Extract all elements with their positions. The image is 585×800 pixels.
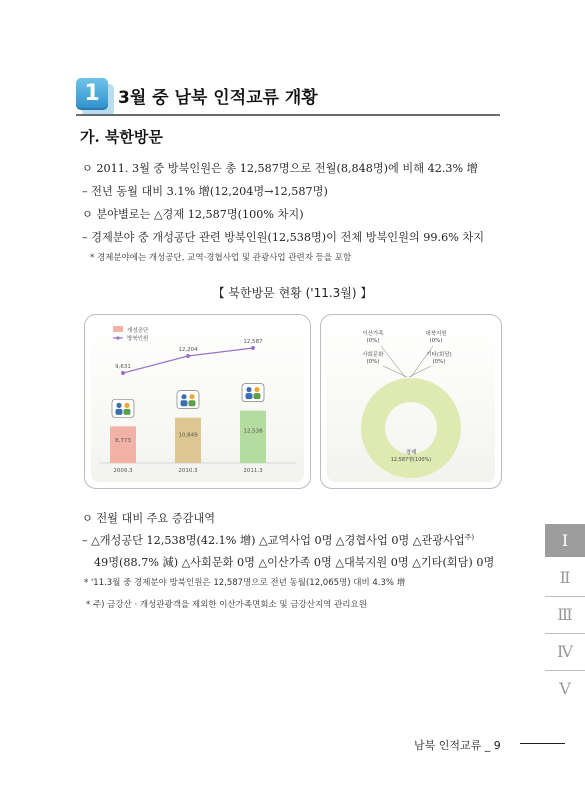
x-tick-label: 2010.3 — [178, 468, 198, 474]
donut-label: 기타(회담) — [426, 352, 452, 358]
bullet-line-4: – 경제분야 중 개성공단 관련 방북인원(12,538명)이 전체 방북인원의 99.6% 차지 — [82, 231, 485, 244]
note-economy: * 경제분야에는 개성공단, 교역·경협사업 및 관광사업 관련자 등을 포함 — [90, 253, 352, 263]
note-economy-yoy: * '11.3월 중 경제분야 방북인원은 12,587명으로 전년 동월(12,065명) 대비 4.3% 增 — [84, 578, 406, 588]
section2-line-2: 49명(88.7% 減) △사회문화 0명 △이산가족 0명 △대북지원 0명 △기타(회담) 0명 — [94, 556, 495, 569]
section-title: 3월 중 남북 인적교류 개황 — [118, 88, 318, 108]
people-icon-head — [181, 394, 186, 399]
people-icon-body — [181, 400, 188, 406]
subsection-title: 가. 북한방문 — [80, 128, 163, 146]
line-value-label: 12,204 — [178, 347, 198, 353]
donut-label: 사회문화 — [362, 352, 384, 358]
footer-rule — [520, 743, 565, 744]
line-point — [121, 371, 125, 375]
donut-sublabel: (0%) — [429, 338, 443, 344]
legend-label-line: 방북인원 — [127, 336, 149, 342]
page-footer: 남북 인적교류 _ 9 — [414, 739, 501, 752]
sidebar-tab-1[interactable]: Ⅰ — [545, 524, 585, 557]
line-value-label: 12,587 — [243, 339, 263, 345]
note-footnote: * 주) 금강산 · 개성관광객을 제외한 이산가족면회소 및 금강산지역 관리요원 — [86, 600, 367, 610]
people-icon-head — [254, 387, 259, 392]
people-icon-body — [124, 409, 131, 415]
section2-heading: ㅇ 전월 대비 주요 증감내역 — [82, 512, 216, 525]
bar-value-label: 10,849 — [178, 432, 198, 439]
x-tick-label: 2011.3 — [243, 468, 263, 474]
donut-label-economy: 경제 — [405, 450, 417, 456]
sidebar-divider — [545, 633, 585, 634]
x-tick-label: 2009.3 — [113, 468, 133, 474]
legend-label-bar: 개성공단 — [127, 328, 149, 334]
pie-chart-panel — [320, 314, 502, 489]
legend-marker-line — [116, 336, 119, 339]
donut-label: 대북지원 — [425, 331, 447, 337]
legend-swatch-bar — [113, 326, 123, 332]
people-icon-body — [254, 393, 261, 399]
donut-sublabel: (0%) — [366, 359, 380, 365]
sidebar-tab-3[interactable]: Ⅲ — [545, 598, 585, 631]
line-value-label: 9,631 — [115, 364, 131, 370]
people-icon — [177, 391, 199, 409]
people-icon-head — [116, 403, 121, 408]
people-icon-head — [124, 403, 129, 408]
bar — [175, 418, 201, 463]
figure-title: 【 북한방문 현황 ('11.3월) 】 — [212, 286, 373, 300]
sidebar-tab-2[interactable]: Ⅱ — [545, 561, 585, 594]
bullet-line-2: – 전년 동월 대비 3.1% 增(12,204명→12,587명) — [82, 185, 328, 198]
people-icon-head — [189, 394, 194, 399]
people-icon-body — [246, 393, 253, 399]
people-icon-body — [189, 400, 196, 406]
sidebar-divider — [545, 596, 585, 597]
sidebar-tab-5[interactable]: Ⅴ — [545, 672, 585, 705]
header-rule — [76, 114, 500, 116]
line-point — [251, 346, 255, 350]
donut-sublabel-economy: 12,587명(100%) — [390, 457, 432, 463]
bullet-line-1: ㅇ 2011. 3월 중 방북인원은 총 12,587명으로 전월(8,848명)에 비해 42.3% 增 — [82, 162, 478, 175]
bar-chart-panel — [84, 314, 311, 489]
people-icon-head — [246, 387, 251, 392]
donut-sublabel: (0%) — [432, 359, 446, 365]
line-point — [186, 354, 190, 358]
people-icon — [112, 399, 134, 417]
bar-chart — [85, 315, 310, 488]
section-number-badge: 1 — [76, 78, 108, 110]
bullet-line-3: ㅇ 분야별로는 △경제 12,587명(100% 차지) — [82, 208, 304, 221]
bar-value-label: 12,538 — [243, 428, 263, 435]
donut-label: 이산가족 — [362, 331, 384, 337]
footnote-marker: 주) — [464, 533, 475, 542]
bar — [110, 426, 136, 463]
sidebar-tab-4[interactable]: Ⅳ — [545, 635, 585, 668]
donut-sublabel: (0%) — [366, 338, 380, 344]
bar-value-label: 8,773 — [115, 437, 131, 444]
pie-chart — [321, 315, 501, 488]
people-icon-body — [116, 409, 123, 415]
section2-line-1 — [82, 532, 474, 548]
sidebar-divider — [545, 670, 585, 671]
bar — [240, 411, 266, 463]
section2-line-1-text: – △개성공단 12,538명(42.1% 增) △교역사업 0명 △경협사업 0명 △관광사업 — [82, 534, 465, 547]
people-icon — [242, 384, 264, 402]
